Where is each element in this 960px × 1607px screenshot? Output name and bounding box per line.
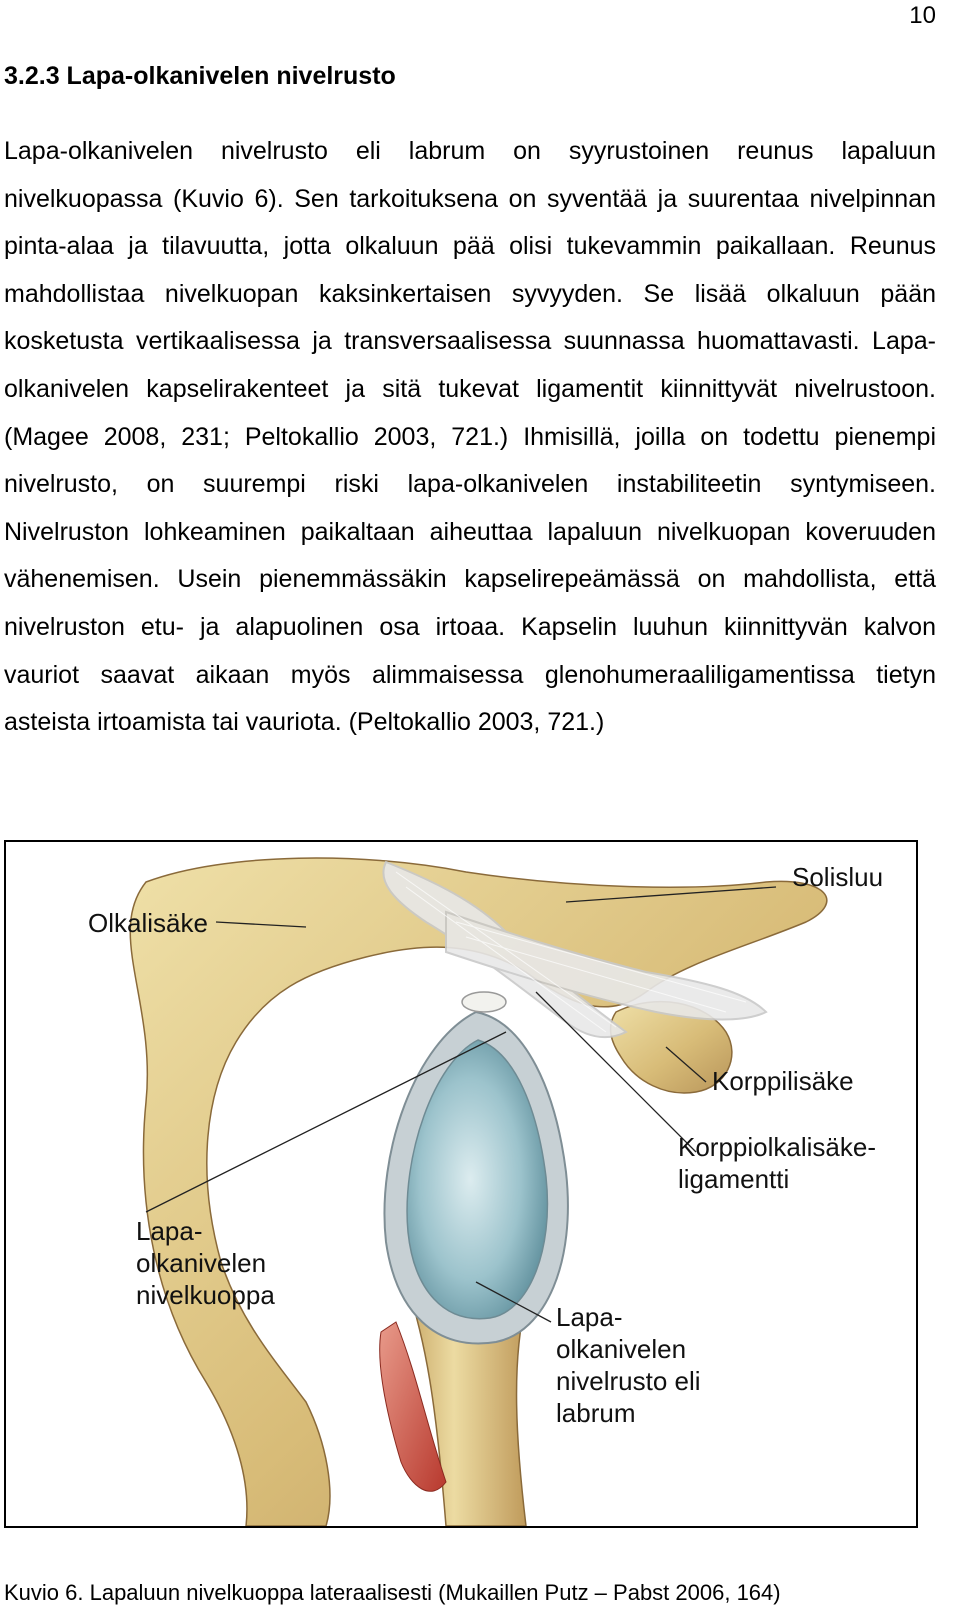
body-paragraph: Lapa-olkanivelen nivelrusto eli labrum on syyrustoinen reunus lapaluun nivelkuopassa (Kuvio 6). Sen tarkoituksena on syventää ja suurentaa nivelpinnan pinta-alaa ja tilavuutta, jotta olkaluun pää olisi tukevammin paikallaan. Reunus mahdollistaa nivelkuopan kaksinkertaisen syvyyden. Se lisää olkaluun pään kosketusta vertikaalisessa ja transversaalisessa suunnassa huomattavasti. Lapa-olkanivelen kapselirakenteet ja sitä tukevat ligamentit kiinnittyvät nivelrustoon. (Magee 2008, 231; Peltokallio 2003, 721.) Ihmisillä, joilla on todettu pienempi nivelrusto, on suurempi riski lapa-olkanivelen instabiliteetin syntymiseen. Nivelruston lohkeaminen paikaltaan aiheuttaa lapaluun nivelkuopan koveruuden vähenemisen. Usein pienemmässäkin kapselirepeämässä on mahdollista, että nivelruston etu- ja alapuolinen osa irtoaa. Kapselin luuhun kiinnittyvän kalvon vauriot saavat aikaan myös alimmaisessa glenohumeraaliligamentissa tietyn asteista irtoamista tai vauriota. (Peltokallio 2003, 721.) bbox=[4, 137, 936, 737]
section-heading: 3.2.3 Lapa-olkanivelen nivelrusto bbox=[4, 62, 396, 90]
label-nivelkuoppa-line2: olkanivelen bbox=[136, 1248, 267, 1278]
figure-caption: Kuvio 6. Lapaluun nivelkuoppa lateraalisesti (Mukaillen Putz – Pabst 2006, 164) bbox=[4, 1580, 781, 1605]
label-korppiolkalisake-line2: ligamentti bbox=[678, 1164, 790, 1194]
label-solisluu: Solisluu bbox=[792, 862, 884, 892]
shoulder-illustration bbox=[6, 842, 916, 1526]
label-labrum-line3: nivelrusto eli bbox=[556, 1366, 701, 1396]
label-korppiolkalisake-line1: Korppiolkalisäke- bbox=[678, 1132, 876, 1162]
label-korppilisake: Korppilisäke bbox=[712, 1066, 854, 1096]
label-labrum-line1: Lapa- bbox=[556, 1302, 623, 1332]
label-olkalisake: Olkalisäke bbox=[88, 908, 208, 938]
label-nivelkuoppa-line3: nivelkuoppa bbox=[136, 1280, 275, 1310]
biceps-tendon-stump bbox=[462, 992, 506, 1012]
label-labrum-line4: labrum bbox=[556, 1398, 636, 1428]
label-nivelkuoppa-line1: Lapa- bbox=[136, 1216, 203, 1246]
label-labrum-line2: olkanivelen bbox=[556, 1334, 687, 1364]
page-number: 10 bbox=[909, 2, 936, 29]
anatomy-figure bbox=[4, 840, 918, 1528]
